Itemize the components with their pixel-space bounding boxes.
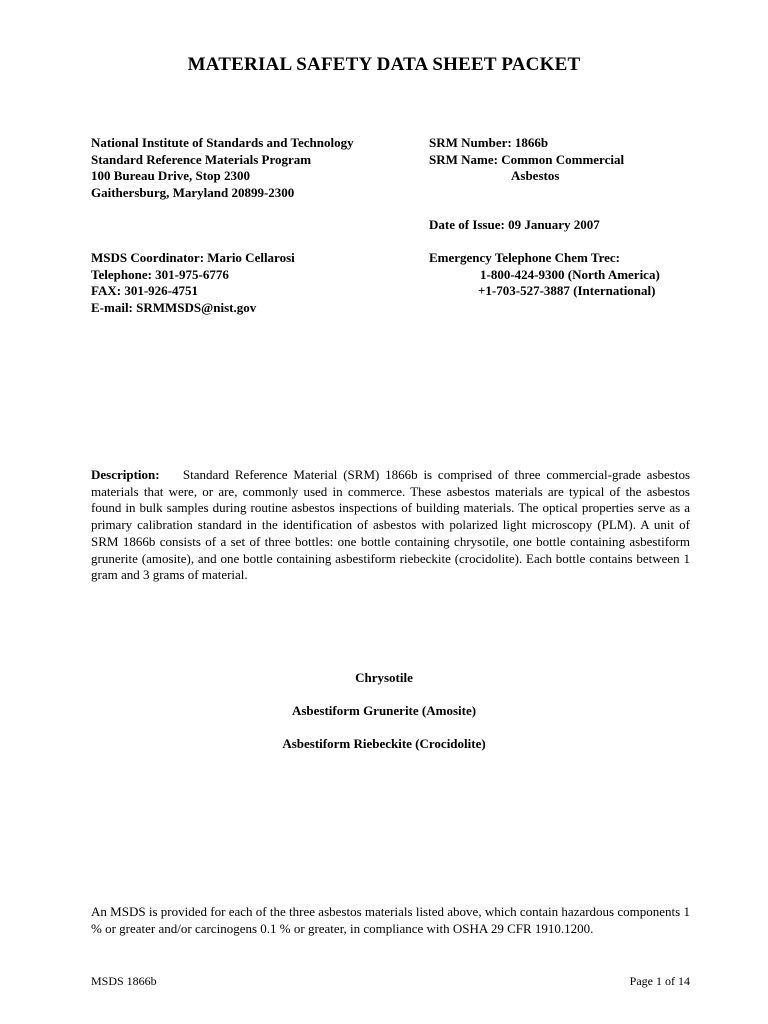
emergency-contact — [429, 250, 660, 300]
srm-number: SRM Number: 1866b — [429, 135, 549, 150]
email: E-mail: SRMMSDS@nist.gov — [91, 299, 257, 315]
organization-address — [91, 135, 354, 201]
coordinator: MSDS Coordinator: Mario Cellarosi — [91, 250, 295, 265]
fax: FAX: 301-926-4751 — [91, 283, 198, 298]
emergency-heading: Emergency Telephone Chem Trec: — [429, 250, 621, 265]
org-line: National Institute of Standards and Technology — [91, 135, 354, 150]
emergency-international: +1-703-527-3887 (International) — [478, 283, 656, 298]
org-line: Standard Reference Materials Program — [91, 151, 312, 167]
page-title: MATERIAL SAFETY DATA SHEET PACKET — [187, 54, 581, 75]
description-label: Description: — [91, 467, 160, 482]
compliance-notice: An MSDS is provided for each of the three asbestos materials listed above, which contain hazardous components 1 % or greater and/or carcinogens 0.1 % or greater, in compliance with OSHA 29 CFR 1910.1200. — [91, 904, 690, 936]
org-line: 100 Bureau Drive, Stop 2300 — [91, 168, 251, 183]
material-amosite: Asbestiform Grunerite (Amosite) — [291, 703, 477, 718]
org-line: Gaithersburg, Maryland 20899-2300 — [91, 184, 295, 200]
srm-name: SRM Name: Common Commercial — [429, 151, 625, 167]
footer-page-number: Page 1 of 14 — [629, 974, 690, 988]
date-of-issue — [429, 217, 600, 234]
telephone: Telephone: 301-975-6776 — [91, 266, 229, 282]
material-crocidolite: Asbestiform Riebeckite (Crocidolite) — [282, 736, 486, 751]
description-text: Standard Reference Material (SRM) 1866b is comprised of three commercial-grade asbestos materials that were, or are, commonly used in commerce. These asbestos materials are typical of the asbestos found in bulk samples during routine asbestos inspections of building materials. The optical properties serve as a primary calibration standard in the identification of asbestos with polarized light microscopy (PLM). A unit of SRM 1866b consists of a set of three bottles: one bottle containing chrysotile, one bottle containing asbestiform grunerite (amosite), and one bottle containing asbestiform riebeckite (crocidolite). Each bottle contains between 1 gram and 3 grams of material. — [91, 467, 691, 583]
date-of-issue-text: Date of Issue: 09 January 2007 — [429, 217, 600, 232]
description-paragraph — [91, 467, 690, 584]
msds-contact — [91, 250, 295, 316]
material-chrysotile: Chrysotile — [355, 670, 413, 685]
srm-info — [429, 135, 624, 185]
emergency-north-america: 1-800-424-9300 (North America) — [480, 266, 660, 282]
footer-document-id: MSDS 1866b — [91, 974, 157, 988]
srm-name-continued: Asbestos — [511, 168, 560, 183]
